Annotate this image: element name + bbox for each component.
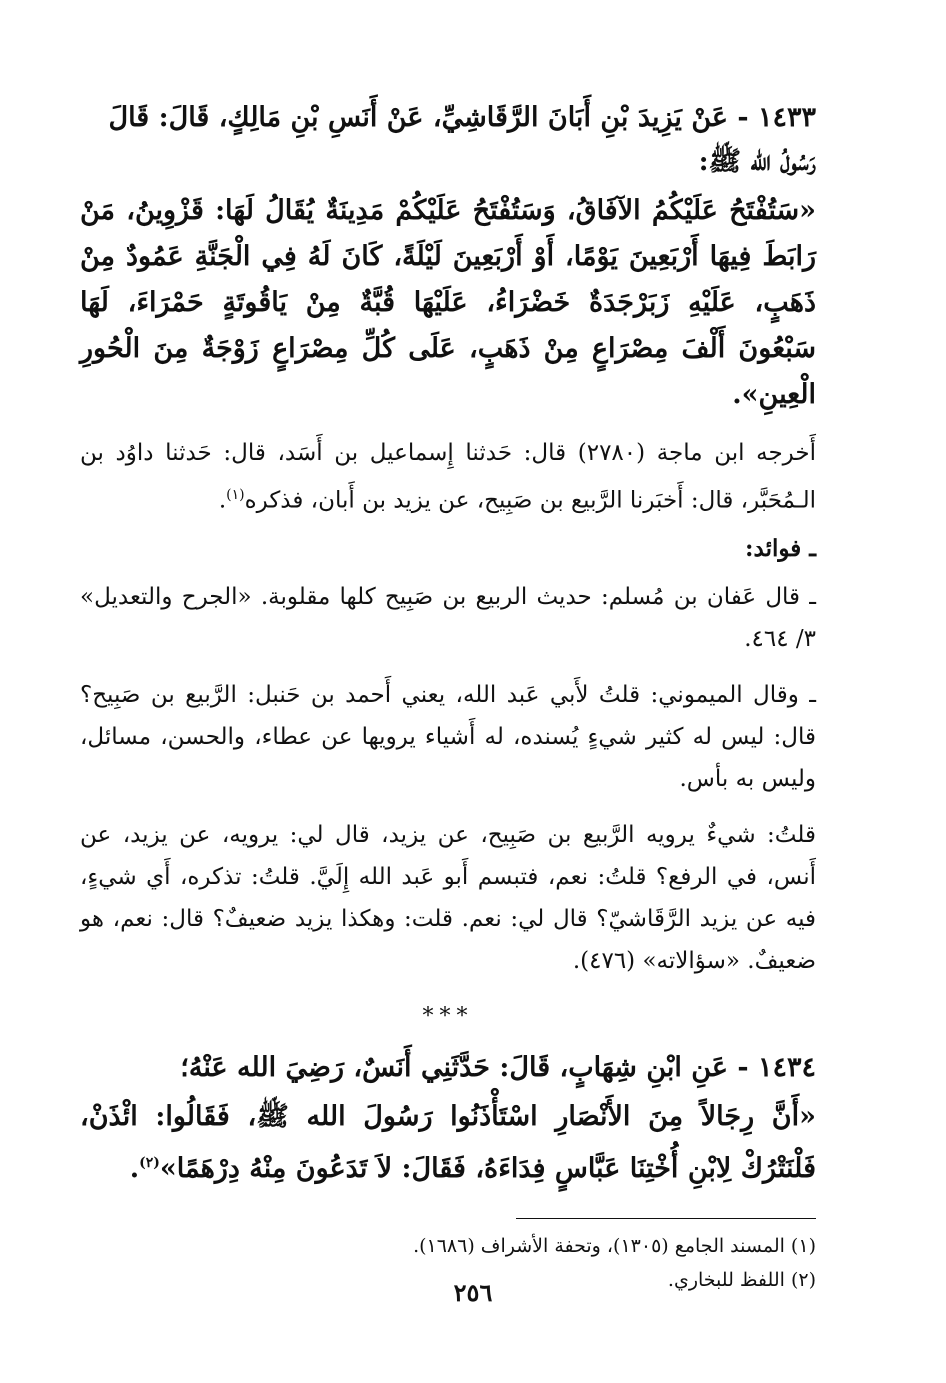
affan-quote: ـ قال عَفان بن مُسلم: حديث الربيع بن صَبِيح كلها مقلوبة. «الجرح والتعديل» ٣/ ٤٦٤. bbox=[80, 583, 816, 652]
footnote-1: (١) المسند الجامع (١٣٠٥)، وتحفة الأشراف (١٦٨٦). bbox=[413, 1234, 816, 1257]
hadith-1434-matn-text: «أَنَّ رِجَالاً مِنَ الأَنْصَارِ اسْتَأْذَنُوا رَسُولَ الله ﷺ، فَقَالُوا: ائْذَنْ، فَلْنَتْرُكْ لِابْنِ أُخْتِنَا عَبَّاسٍ فِدَاءَهُ، فَقَالَ: لاَ تَدَعُونَ مِنْهُ دِرْهَمًا» bbox=[80, 1100, 816, 1184]
footnote-2: (٢) اللفظ للبخاري. bbox=[667, 1268, 816, 1291]
hadith-1433-isnad-line1: ١٤٣٣ - عَنْ يَزِيدَ بْنِ أَبَانَ الرَّقَاشِيِّ، عَنْ أَنَسِ بْنِ مَالِكٍ، قَالَ: قَالَ bbox=[108, 102, 816, 133]
footnote-divider bbox=[516, 1218, 816, 1219]
hadith-1433-isnad-line2: رَسُولُ الله ﷺ: bbox=[698, 146, 816, 177]
takhrij-end: . bbox=[218, 487, 227, 514]
footnote-ref-1: (١) bbox=[226, 487, 245, 503]
maymuni-quote: ـ وقال الميموني: قلتُ لأَبي عَبد الله، يعني أَحمد بن حَنبل: الرَّبيع بن صَبِيح؟ قال: ليس له كثير شيءٍ يُسنده، له أَشياء يرويها عن عطاء، والحسن، مسائل، وليس به بأس. bbox=[80, 681, 816, 792]
section-separator: *** bbox=[422, 1003, 474, 1029]
hadith-1434-matn bbox=[80, 1094, 816, 1192]
takhrij-text: أَخرجه ابن ماجة (٢٧٨٠) قال: حَدثنا إِسماعيل بن أَسَد، قال: حَدثنا داوُد بن الـمُحَبَّر، قال: أَخبَرنا الرَّبيع بن صَبِيح، عن يزيد بن أَبان، فذكره bbox=[80, 440, 816, 514]
qultu-paragraph: قلتُ: شيءٌ يرويه الرَّبيع بن صَبِيح، عن يزيد، قال لي: يرويه، عن يزيد، عن أَنس، في الرفع؟ قلتُ: نعم، فتبسم أَبو عَبد الله إِلَيَّ. قلتُ: تذكره، أَي شيءٍ، فيه عن يزيد الرَّقَاشيّ؟ قال لي: نعم. قلت: وهكذا يزيد ضعيفٌ؟ قال: نعم، هو ضعيفٌ. «سؤالاته» (٤٧٦). bbox=[80, 821, 816, 974]
takhrij-paragraph bbox=[80, 432, 816, 522]
fawaid-heading: ـ فوائد: bbox=[745, 534, 816, 562]
hadith-1433-matn: «سَتُفْتَحُ عَلَيْكُمُ الآفَاقُ، وَسَتُفْتَحُ عَلَيْكُمْ مَدِينَةٌ يُقَالُ لَهَا: قَزْوِينُ، مَنْ رَابَطَ فِيهَا أَرْبَعِينَ يَوْمًا، أَوْ أَرْبَعِينَ لَيْلَةً، كَانَ لَهُ فِي الْجَنَّةِ عَمُودٌ مِنْ ذَهَبٍ، عَلَيْهِ زَبَرْجَدَةٌ خَضْرَاءُ، عَلَيْهَا قُبَّةٌ مِنْ يَاقُوتَةٍ حَمْرَاءَ، لَهَا سَبْعُونَ أَلْفَ مِصْرَاعٍ مِنْ ذَهَبٍ، عَلَى كُلِّ مِصْرَاعٍ زَوْجَةٌ مِنَ الْحُورِ الْعِينِ». bbox=[80, 195, 816, 410]
footnote-ref-2: (٢) bbox=[139, 1154, 160, 1171]
hadith-1433-heading bbox=[80, 96, 816, 184]
hadith-1434-heading: ١٤٣٤ - عَنِ ابْنِ شِهَابٍ، قَالَ: حَدَّثَنِي أَنَسٌ، رَضِيَ الله عَنْهُ؛ bbox=[180, 1051, 816, 1083]
page-number: ٢٥٦ bbox=[453, 1278, 493, 1307]
hadith-1434-end: . bbox=[129, 1152, 140, 1184]
